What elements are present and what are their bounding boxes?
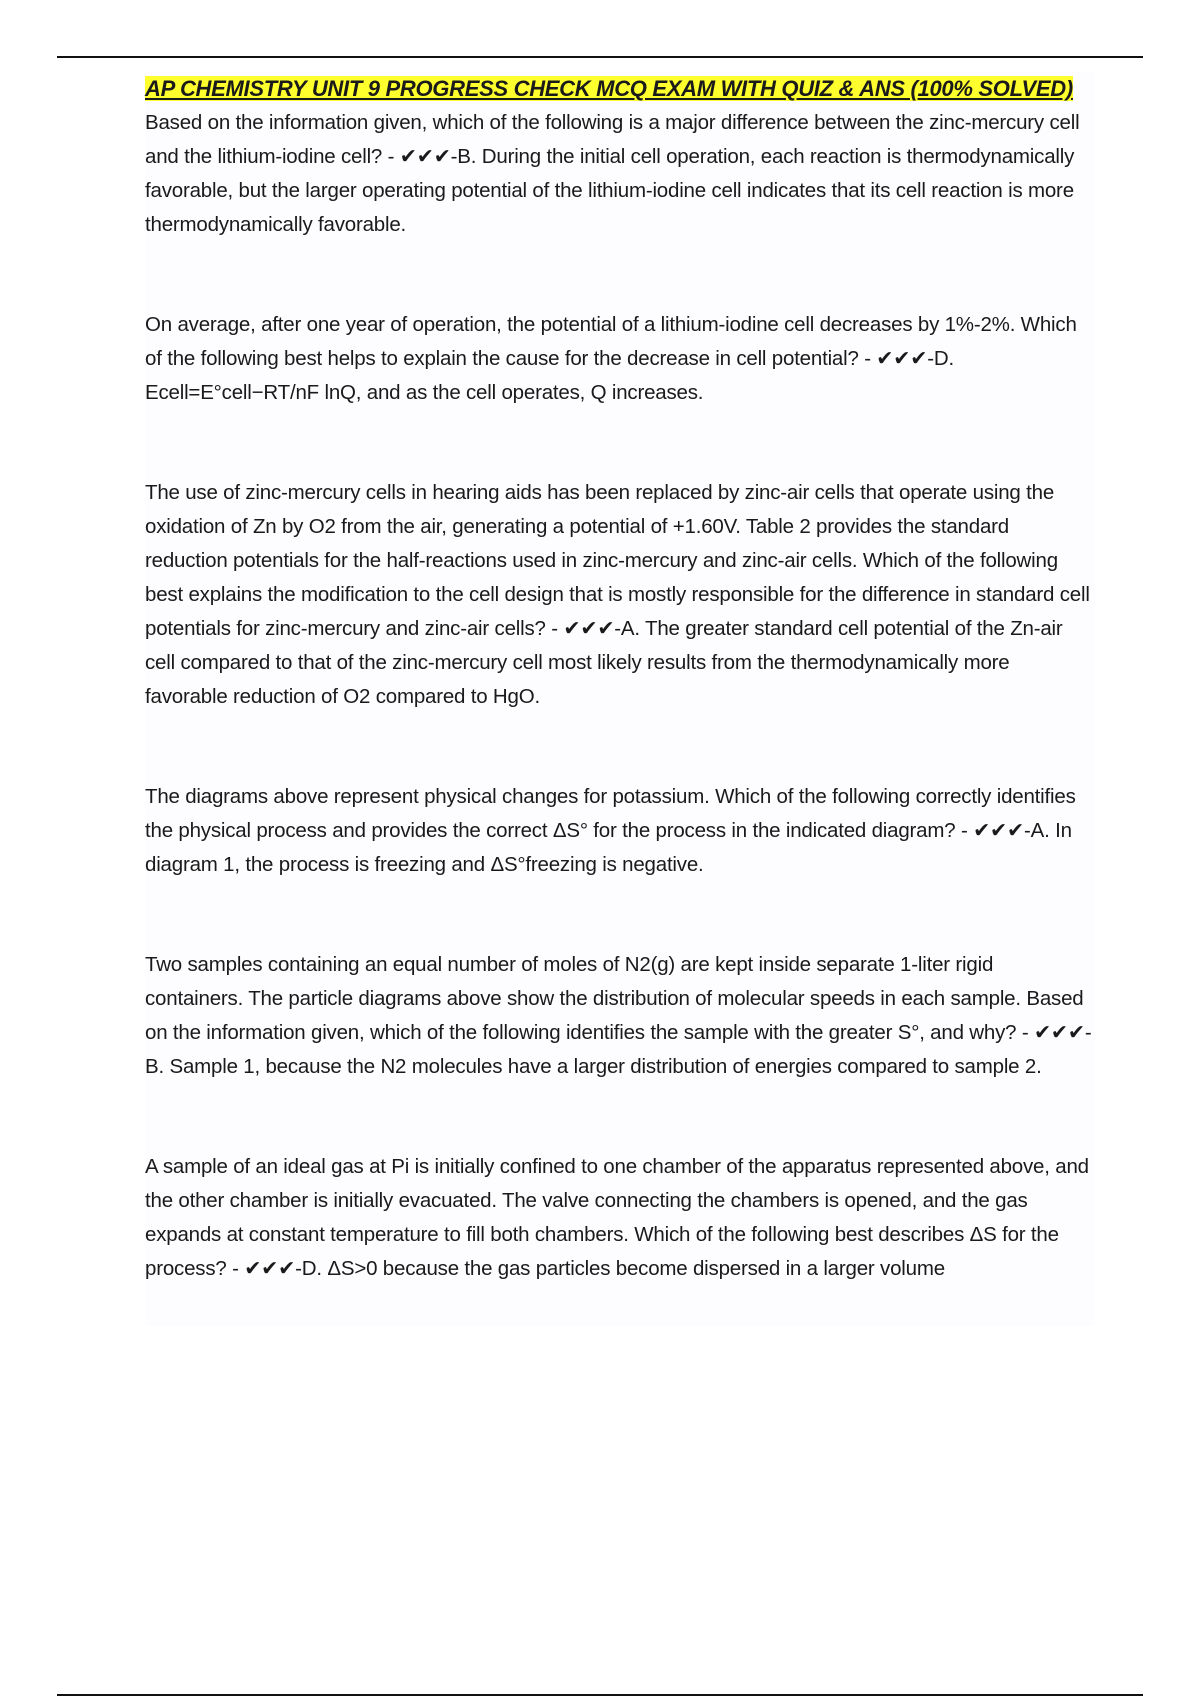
document-title (145, 72, 1095, 106)
qa-item-5: Two samples containing an equal number of moles of N2(g) are kept inside separate 1-liter rigid containers. The particle diagrams above show the distribution of molecular speeds in each sample. Based on the information given, which of the following identifies the sample with the greater S°, and why? - ✔✔✔-B. Sample 1, because the N2 molecules have a larger distribution of energies compared to sample 2. (145, 953, 1092, 1078)
qa-item-3: The use of zinc-mercury cells in hearing aids has been replaced by zinc-air cells that operate using the oxidation of Zn by O2 from the air, generating a potential of +1.60V. Table 2 provides the standard reduction potentials for the half-reactions used in zinc-mercury and zinc-air cells. Which of the following best explains the modification to the cell design that is mostly responsible for the difference in standard cell potentials for zinc-mercury and zinc-air cells? - ✔✔✔-A. The greater standard cell potential of the Zn-air cell compared to that of the zinc-mercury cell most likely results from the thermodynamically more favorable reduction of O2 compared to HgO. (145, 481, 1090, 708)
top-rule (57, 56, 1143, 58)
qa-item-1: Based on the information given, which of the following is a major difference between the zinc-mercury cell and the lithium-iodine cell? - ✔✔✔-B. During the initial cell operation, each reaction is thermodynamically favorable, but the larger operating potential of the lithium-iodine cell indicates that its cell reaction is more thermodynamically favorable. (145, 111, 1080, 236)
qa-item-6: A sample of an ideal gas at Pi is initially confined to one chamber of the apparatus represented above, and the other chamber is initially evacuated. The valve connecting the chambers is opened, and the gas expands at constant temperature to fill both chambers. Which of the following best describes ΔS for the process? - ✔✔✔-D. ΔS>0 because the gas particles become dispersed in a larger volume (145, 1155, 1089, 1280)
document-body (145, 72, 1095, 1326)
document-title-text: AP CHEMISTRY UNIT 9 PROGRESS CHECK MCQ EXAM WITH QUIZ & ANS (100% SOLVED) (145, 76, 1073, 101)
qa-item-2: On average, after one year of operation, the potential of a lithium-iodine cell decreases by 1%-2%. Which of the following best helps to explain the cause for the decrease in cell potential? - ✔✔✔-D. Ecell=E°cell−RT/nF lnQ, and as the cell operates, Q increases. (145, 313, 1077, 404)
bottom-rule (57, 1694, 1143, 1696)
qa-item-4: The diagrams above represent physical changes for potassium. Which of the following correctly identifies the physical process and provides the correct ΔS° for the process in the indicated diagram? - ✔✔✔-A. In diagram 1, the process is freezing and ΔS°freezing is negative. (145, 785, 1076, 876)
